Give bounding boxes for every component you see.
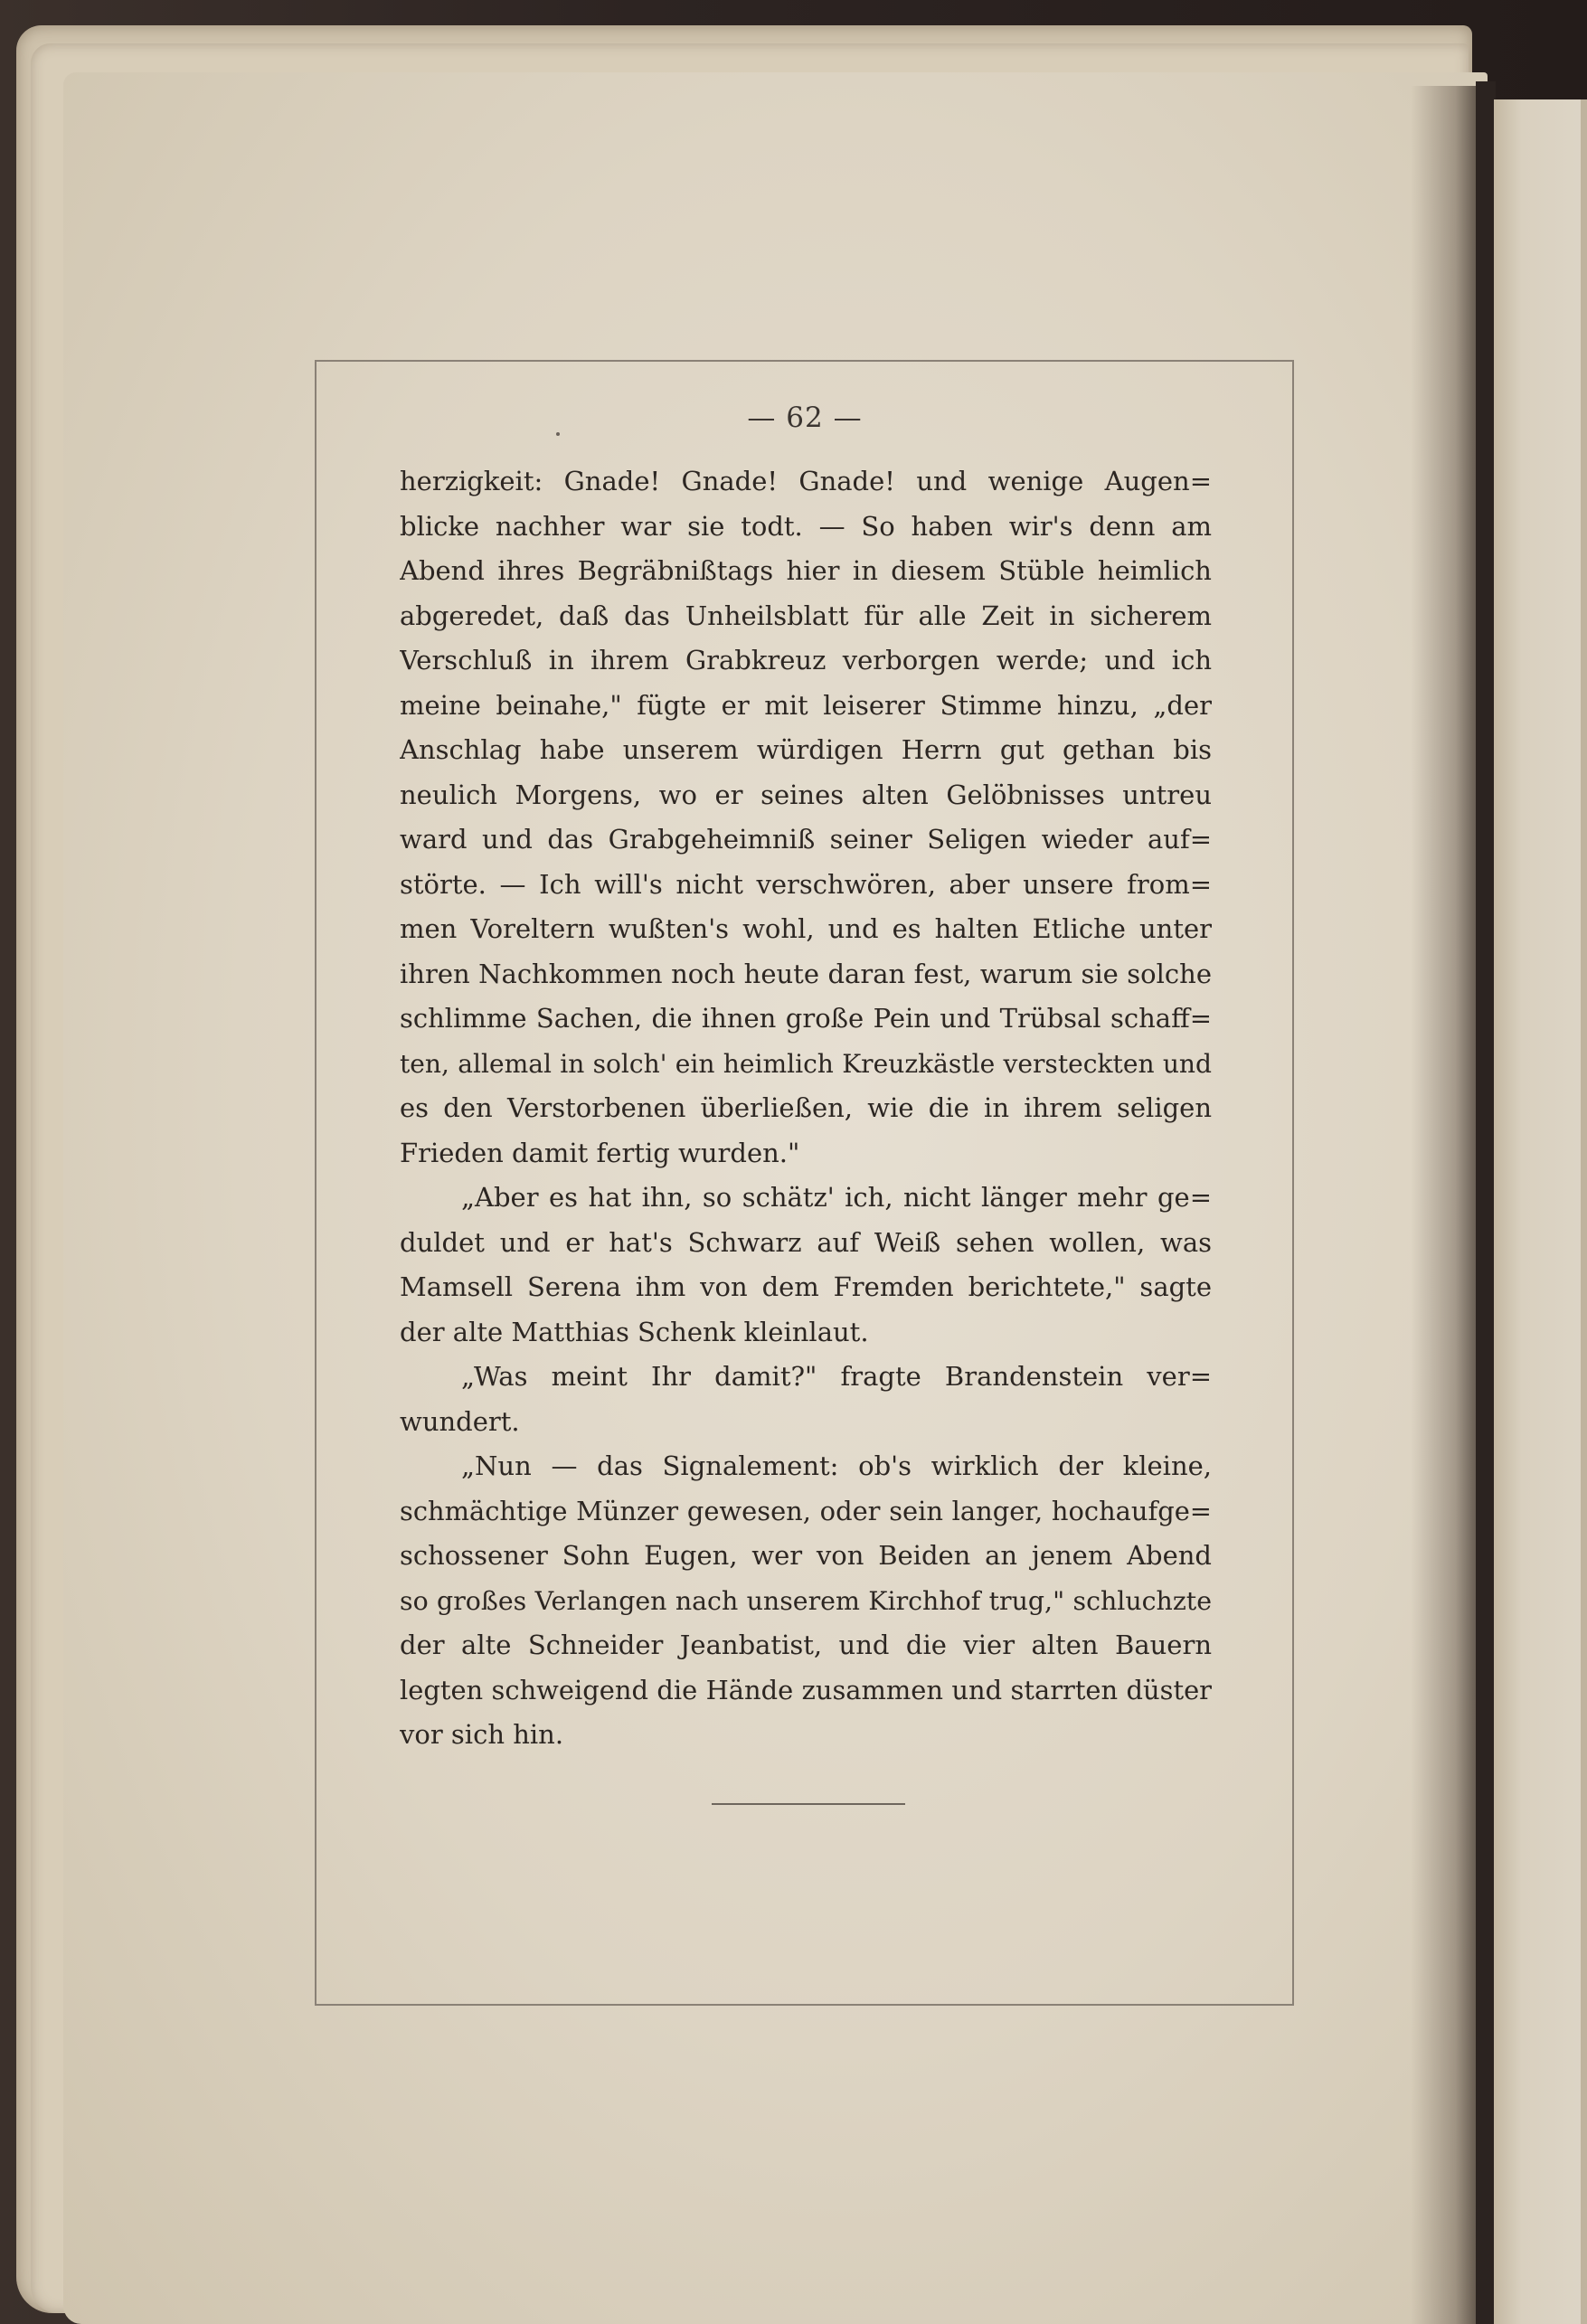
text-line: neulich Morgens, wo er seines alten Gelöbnisses untreu: [400, 779, 1212, 810]
text-line: blicke nachher war sie todt. — So haben wir's denn am: [400, 510, 1212, 542]
text-line: ten, allemal in solch' ein heimlich Kreuzkästle versteckten und: [400, 1048, 1212, 1079]
text-line: der alte Schneider Jeanbatist, und die vier alten Bauern: [400, 1630, 1212, 1660]
body-text: [400, 459, 1212, 1758]
text-line: wundert.: [400, 1405, 520, 1437]
text-line: ward und das Grabgeheimniß seiner Seligen wieder auf=: [400, 824, 1212, 855]
text-line: „Aber es hat ihn, so schätz' ich, nicht länger mehr ge=: [461, 1182, 1212, 1213]
text-line: schmächtige Münzer gewesen, oder sein langer, hochaufge=: [400, 1495, 1212, 1526]
text-line: men Voreltern wußten's wohl, und es halten Etliche unter: [400, 913, 1212, 944]
text-line: herzigkeit: Gnade! Gnade! Gnade! und wenige Augen=: [400, 466, 1212, 496]
text-line: abgeredet, daß das Unheilsblatt für alle Zeit in sicherem: [400, 600, 1212, 631]
text-line: es den Verstorbenen überließen, wie die in ihrem seligen: [400, 1092, 1212, 1123]
text-line: ihren Nachkommen noch heute daran fest, warum sie solche: [400, 958, 1212, 989]
text-line: schossener Sohn Eugen, wer von Beiden an jenem Abend: [400, 1540, 1212, 1571]
text-line: Verschluß in ihrem Grabkreuz verborgen werde; und ich: [400, 645, 1212, 675]
facing-page: [1494, 99, 1587, 2324]
text-line: „Nun — das Signalement: ob's wirklich der kleine,: [461, 1450, 1212, 1481]
text-line: duldet und er hat's Schwarz auf Weiß sehen wollen, was: [400, 1226, 1212, 1258]
end-rule: [712, 1803, 905, 1805]
text-line: vor sich hin.: [400, 1719, 564, 1750]
text-line: schlimme Sachen, die ihnen große Pein und Trübsal schaff=: [400, 1003, 1212, 1034]
facing-page-edge: [1581, 99, 1587, 2324]
text-line: so großes Verlangen nach unserem Kirchhof trug," schluchzte: [400, 1585, 1212, 1616]
text-line: Mamsell Serena ihm von dem Fremden berichtete," sagte: [400, 1271, 1212, 1302]
text-line: „Was meint Ihr damit?" fragte Brandenstein ver=: [461, 1361, 1212, 1392]
text-line: legten schweigend die Hände zusammen und starrten düster: [400, 1674, 1212, 1705]
text-line: Anschlag habe unserem würdigen Herrn gut gethan bis: [400, 734, 1212, 765]
text-line: störte. — Ich will's nicht verschwören, aber unsere from=: [400, 868, 1212, 900]
page-number: — 62 —: [747, 402, 863, 434]
text-line: Abend ihres Begräbnißtags hier in diesem Stüble heimlich: [400, 555, 1212, 586]
book-spine: [1476, 81, 1496, 2324]
text-line: Frieden damit fertig wurden.": [400, 1137, 800, 1168]
text-line: meine beinahe," fügte er mit leiserer Stimme hinzu, „der: [400, 689, 1212, 721]
text-line: der alte Matthias Schenk kleinlaut.: [400, 1316, 869, 1347]
